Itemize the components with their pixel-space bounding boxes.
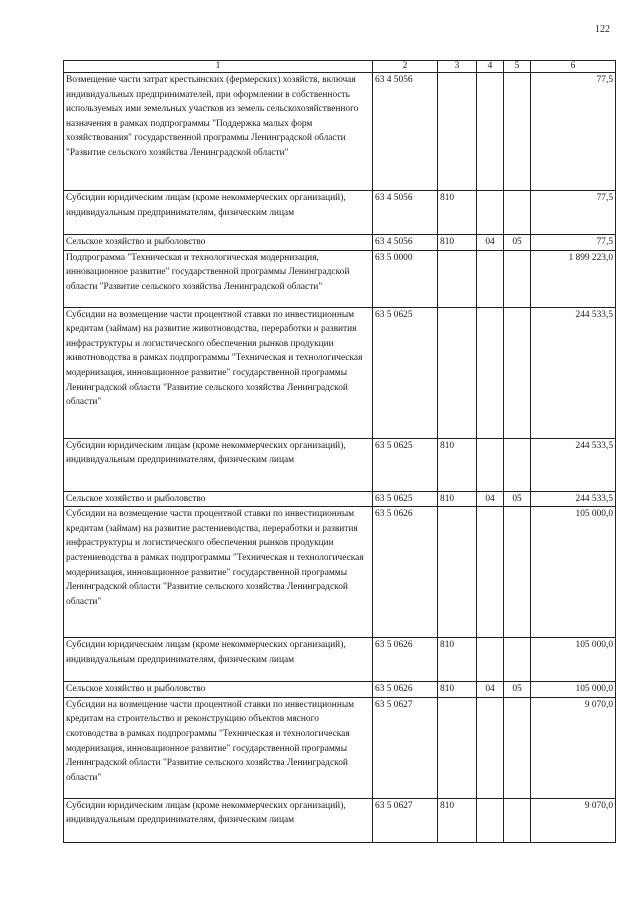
row-section [477, 438, 504, 491]
row-section [477, 307, 504, 438]
row-description: Субсидии на возмещение части процентной ставки по инвестиционным кредитам на строительство и реконструкцию объектов мясного скотоводства в рамках подпрограммы "Техническая и технологическая модернизация, инновационное развитие" государственной программы Ленинградской области "Развитие сельского хозяйства Ленинградской области" [64, 697, 373, 798]
column-header: 4 [477, 61, 504, 73]
row-subsection: 05 [504, 491, 531, 507]
table-row [64, 307, 616, 438]
row-amount: 105 000,0 [531, 638, 616, 682]
row-code: 63 5 0626 [373, 638, 438, 682]
row-description: Подпрограмма "Техническая и технологическая модернизация, инновационное развитие" государственной программы Ленинградской области "Развитие сельского хозяйства Ленинградской области" [64, 250, 373, 307]
row-section [477, 507, 504, 638]
row-subsection [504, 638, 531, 682]
row-description: Субсидии юридическим лицам (кроме некоммерческих организаций), индивидуальным предпринимателям, физическим лицам [64, 798, 373, 842]
table-row [64, 235, 616, 251]
row-description: Субсидии на возмещение части процентной ставки по инвестиционным кредитам (займам) на развитие растениеводства, переработки и развития инфраструктуры и логистического обеспечения рынков продукции растениеводства в рамках подпрограммы "Техническая и технологическая модернизация, инновационное развитие" государственной программы Ленинградской области "Развитие сельского хозяйства Ленинградской области" [64, 507, 373, 638]
table-row [64, 507, 616, 638]
row-subsection: 05 [504, 235, 531, 251]
column-header: 6 [531, 61, 616, 73]
row-expense-type: 810 [438, 638, 477, 682]
row-section: 04 [477, 491, 504, 507]
row-description: Сельское хозяйство и рыболовство [64, 491, 373, 507]
column-header: 2 [373, 61, 438, 73]
table-row [64, 73, 616, 191]
row-section [477, 697, 504, 798]
row-code: 63 4 5056 [373, 191, 438, 235]
row-code: 63 5 0625 [373, 491, 438, 507]
row-amount: 1 899 223,0 [531, 250, 616, 307]
row-expense-type: 810 [438, 235, 477, 251]
row-subsection [504, 798, 531, 842]
table-row [64, 250, 616, 307]
row-expense-type: 810 [438, 798, 477, 842]
row-amount: 244 533,5 [531, 438, 616, 491]
row-expense-type: 810 [438, 191, 477, 235]
column-header: 3 [438, 61, 477, 73]
row-subsection [504, 438, 531, 491]
row-expense-type [438, 697, 477, 798]
row-amount: 244 533,5 [531, 491, 616, 507]
row-description: Субсидии на возмещение части процентной ставки по инвестиционным кредитам (займам) на развитие животноводства, переработки и развития инфраструктуры и логистического обеспечения рынков продукции животноводства в рамках подпрограммы "Техническая и технологическая модернизация, инновационное развитие" государственной программы Ленинградской области "Развитие сельского хозяйства Ленинградской области" [64, 307, 373, 438]
row-amount: 105 000,0 [531, 682, 616, 698]
row-subsection [504, 507, 531, 638]
row-section: 04 [477, 235, 504, 251]
table-row [64, 491, 616, 507]
table-row [64, 798, 616, 842]
row-subsection [504, 250, 531, 307]
row-description: Субсидии юридическим лицам (кроме некоммерческих организаций), индивидуальным предпринимателям, физическим лицам [64, 638, 373, 682]
row-section [477, 191, 504, 235]
row-description: Субсидии юридическим лицам (кроме некоммерческих организаций), индивидуальным предпринимателям, физическим лицам [64, 438, 373, 491]
row-subsection [504, 307, 531, 438]
table-row [64, 191, 616, 235]
row-amount: 244 533,5 [531, 307, 616, 438]
row-amount: 77,5 [531, 235, 616, 251]
row-expense-type: 810 [438, 438, 477, 491]
row-description: Возмещение части затрат крестьянских (фермерских) хозяйств, включая индивидуальных предпринимателей, при оформлении в собственность используемых ими земельных участков из земель сельскохозяйственного назначения в рамках подпрограммы "Поддержка малых форм хозяйствования" государственной программы Ленинградской области "Развитие сельского хозяйства Ленинградской области" [64, 73, 373, 191]
row-amount: 9 070,0 [531, 697, 616, 798]
row-code: 63 4 5056 [373, 73, 438, 191]
row-section [477, 638, 504, 682]
row-description: Сельское хозяйство и рыболовство [64, 235, 373, 251]
page-number: 122 [595, 24, 610, 35]
row-code: 63 5 0625 [373, 307, 438, 438]
row-subsection [504, 73, 531, 191]
table-row [64, 682, 616, 698]
row-subsection [504, 191, 531, 235]
row-amount: 9 070,0 [531, 798, 616, 842]
row-expense-type: 810 [438, 682, 477, 698]
row-subsection: 05 [504, 682, 531, 698]
row-subsection [504, 697, 531, 798]
row-expense-type [438, 507, 477, 638]
table-row [64, 438, 616, 491]
row-expense-type [438, 73, 477, 191]
row-expense-type: 810 [438, 491, 477, 507]
row-code: 63 4 5056 [373, 235, 438, 251]
row-code: 63 5 0627 [373, 697, 438, 798]
column-header: 1 [64, 61, 373, 73]
row-section [477, 798, 504, 842]
header-row [64, 61, 616, 73]
row-code: 63 5 0627 [373, 798, 438, 842]
row-expense-type [438, 307, 477, 438]
row-description: Сельское хозяйство и рыболовство [64, 682, 373, 698]
row-section [477, 250, 504, 307]
row-amount: 105 000,0 [531, 507, 616, 638]
row-code: 63 5 0000 [373, 250, 438, 307]
row-section [477, 73, 504, 191]
row-code: 63 5 0626 [373, 682, 438, 698]
row-description: Субсидии юридическим лицам (кроме некоммерческих организаций), индивидуальным предпринимателям, физическим лицам [64, 191, 373, 235]
budget-table [63, 60, 616, 843]
column-header: 5 [504, 61, 531, 73]
row-amount: 77,5 [531, 73, 616, 191]
row-expense-type [438, 250, 477, 307]
row-amount: 77,5 [531, 191, 616, 235]
row-code: 63 5 0626 [373, 507, 438, 638]
table-row [64, 697, 616, 798]
table-row [64, 638, 616, 682]
row-code: 63 5 0625 [373, 438, 438, 491]
row-section: 04 [477, 682, 504, 698]
